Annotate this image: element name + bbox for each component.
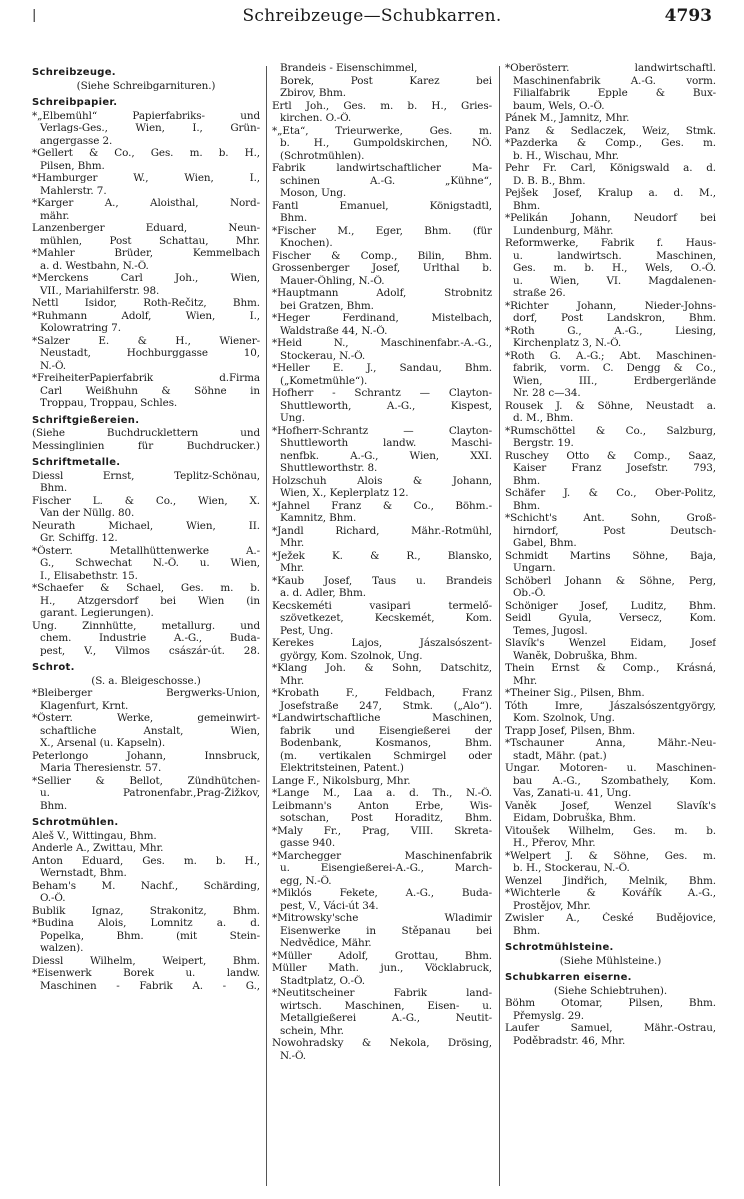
directory-entry-line: Schöberl Johann & Söhne, Perg, [505, 574, 716, 587]
directory-entry-line: Eisenwerke in Stěpanau bei [280, 924, 492, 937]
directory-entry-line: u. Eisengießerei-A.-G., March- [280, 862, 492, 874]
directory-entry-line: Mhr. [280, 562, 305, 574]
column-middle [272, 62, 492, 1190]
directory-entry-line: Brandeis - Eisenschimmel, [280, 62, 418, 74]
directory-entry-line: Nettl Isidor, Roth-Rečitz, Bhm. [32, 297, 260, 309]
directory-entry-line: *Fischer M., Eger, Bhm. (für [272, 224, 492, 237]
directory-entry-line: *Kaub Josef, Taus u. Brandeis [272, 574, 492, 587]
directory-entry-line: *Landwirtschaftliche Maschinen, [272, 712, 492, 724]
directory-entry-line: Pejšek Josef, Kralup a. d. M., [505, 187, 716, 199]
directory-entry-line: H., Atzgersdorf bei Wien (in [40, 594, 260, 607]
directory-entry-line: Reformwerke, Fabrik f. Haus- [505, 237, 716, 249]
directory-entry-line: b. H., Gumpoldskirchen, NÖ. [280, 137, 492, 149]
directory-entry-line: fabrik und Eisengießerei der [280, 724, 492, 737]
directory-entry-line: Prostějov, Mhr. [513, 899, 591, 912]
section-heading: Schreibzeuge. [32, 67, 116, 78]
directory-entry-line: Wenzel Jindřich, Melnik, Bhm. [505, 874, 716, 887]
directory-entry-line: Nowohradsky & Nekola, Drösing, [272, 1037, 492, 1049]
directory-entry-line: Messinglinien für Buchdrucker.) [32, 439, 260, 452]
directory-entry-line: *Eisenwerk Borek u. landw. [32, 967, 260, 979]
directory-entry-line: chem. Industrie A.-G., Buda- [40, 632, 260, 644]
directory-entry-line: *Lange M., Laa a. d. Th., N.-Ö. [272, 787, 492, 799]
directory-entry-line: *Schicht's Ant. Sohn, Groß- [505, 512, 716, 524]
directory-entry-line: X., Arsenal (u. Kapseln). [40, 737, 166, 749]
directory-entry-line: Wernstadt, Bhm. [40, 867, 127, 879]
directory-entry-line: Pehr Fr. Carl, Königswald a. d. [505, 162, 716, 174]
directory-entry-line: Eidam, Dobruška, Bhm. [513, 812, 636, 824]
directory-entry-line: Wien, III., Erdbergerlände [513, 374, 716, 387]
directory-entry-line: Bodenbank, Kosmanos, Bhm. [280, 737, 492, 749]
directory-entry-line: Waldstraße 44, N.-Ö. [280, 324, 388, 337]
directory-entry-line: *Budina Alois, Lomnitz a. d. [32, 917, 260, 929]
directory-entry-line: *Merckens Carl Joh., Wien, [32, 272, 260, 284]
directory-entry-line: *Jandl Richard, Mähr.-Rotmühl, [272, 524, 492, 537]
directory-entry-line: *Neutitscheiner Fabrik land- [272, 987, 492, 999]
directory-entry-line: Moson, Ung. [280, 187, 347, 199]
directory-entry-line: wirtsch. Maschinen, Eisen- u. [280, 999, 492, 1012]
directory-entry-line: györgy, Kom. Szolnok, Ung. [280, 649, 423, 662]
directory-entry-line: Tóth Imre, Jászalsószentgyörgy, [505, 699, 716, 712]
directory-entry-line: Müller Math. jun., Vöcklabruck, [272, 962, 492, 974]
directory-entry-line: Pilsen, Bhm. [40, 159, 105, 172]
directory-entry-line: Gr. Schiffg. 12. [40, 532, 118, 544]
section-heading: Schrotmühlen. [32, 817, 119, 828]
directory-entry-line: pest, V., Váci-út 34. [280, 899, 379, 912]
directory-entry-line: Mauer-Öhling, N.-Ö. [280, 274, 385, 287]
directory-entry-line: N.-Ö. [280, 1049, 306, 1062]
directory-entry-line: Slavík's Wenzel Eidam, Josef [505, 637, 716, 649]
directory-entry-line: Thein Ernst & Comp., Krásná, [505, 662, 716, 674]
directory-entry-line: Mhr. [280, 537, 305, 549]
directory-entry-line: (m. vertikalen Schmirgel oder [280, 749, 492, 762]
directory-entry-line: I., Elisabethstr. 15. [40, 569, 138, 582]
directory-entry-line: u. landwirtsch. Maschinen, [513, 249, 716, 262]
directory-entry-line: *Theiner Sig., Pilsen, Bhm. [505, 687, 645, 699]
directory-entry-line: Mhr. [280, 674, 305, 687]
directory-entry-line: Pánek M., Jamnitz, Mhr. [505, 112, 630, 124]
directory-entry-line: *Welpert J. & Söhne, Ges. m. [505, 849, 716, 862]
directory-entry-line: G., Schwechat N.-Ö. u. Wien, [40, 557, 260, 569]
directory-entry-line: Ungarn. [513, 562, 556, 574]
directory-entry-line: Stadtplatz, O.-Ö. [280, 974, 365, 987]
directory-entry-line: walzen). [40, 942, 84, 954]
directory-entry-line: Lange F., Nikolsburg, Mhr. [272, 774, 411, 787]
directory-entry-line: *Jahnel Franz & Co., Böhm.- [272, 499, 492, 512]
directory-entry-line: bau A.-G., Szombathely, Kom. [513, 774, 716, 787]
directory-entry-line: Peterlongo Johann, Innsbruck, [32, 749, 260, 762]
directory-entry-line: Panz & Sedlaczek, Weiz, Stmk. [505, 124, 716, 137]
directory-entry-line: Shuttleworth landw. Maschi- [280, 437, 492, 449]
directory-entry-line: *Bleiberger Bergwerks-Union, [32, 687, 260, 699]
directory-entry-line: stadt, Mähr. (pat.) [513, 749, 607, 762]
directory-entry-line: D. B. B., Bhm. [513, 174, 586, 187]
header-left-mark: | [32, 8, 37, 23]
directory-entry-line: Schäfer J. & Co., Ober-Politz, [505, 487, 716, 499]
directory-entry-line: pest, V., Vilmos császár-út. 28. [40, 644, 260, 657]
directory-entry-line: Seidl Gyula, Versecz, Kom. [505, 612, 716, 624]
directory-entry-line: Ruschey Otto & Comp., Saaz, [505, 449, 716, 462]
directory-entry-line: *Heid N., Maschinenfabr.-A.-G., [272, 337, 492, 349]
section-heading: Schrot. [32, 662, 75, 673]
directory-entry-line: b. H., Wischau, Mhr. [513, 149, 619, 162]
directory-entry-line: Bergstr. 19. [513, 437, 574, 449]
directory-entry-line: Bhm. [513, 499, 541, 512]
directory-entry-line: Bhm. [513, 474, 541, 487]
directory-entry-line: *Müller Adolf, Grottau, Bhm. [272, 949, 492, 962]
directory-entry-line: Poděbradstr. 46, Mhr. [513, 1034, 626, 1047]
directory-entry-line: hirndorf, Post Deutsch- [513, 524, 716, 537]
directory-entry-line: *Heger Ferdinand, Mistelbach, [272, 312, 492, 324]
directory-entry-line: Carl Weißhuhn & Söhne in [40, 384, 260, 397]
directory-entry-line: Bhm. [513, 924, 541, 937]
directory-entry-line: O.-Ö. [40, 892, 66, 904]
directory-entry-line: *Miklós Fekete, A.-G., Buda- [272, 887, 492, 899]
directory-entry-line: egg, N.-Ö. [280, 874, 332, 887]
cross-reference: (S. a. Bleigeschosse.) [91, 674, 201, 687]
directory-entry-line: Mhr. [513, 674, 538, 687]
directory-entry-line: Böhm Otomar, Pilsen, Bhm. [505, 997, 716, 1009]
section-heading: Schubkarren eiserne. [505, 972, 632, 983]
cross-reference: (Siehe Schreibgarnituren.) [76, 79, 216, 92]
column-divider-right [499, 66, 500, 1186]
directory-entry-line: Diessl Ernst, Teplitz-Schönau, [32, 469, 260, 482]
directory-entry-line: schein, Mhr. [280, 1024, 344, 1037]
directory-entry-line: Kamnitz, Bhm. [280, 512, 357, 524]
directory-entry-line: Popelka, Bhm. (mit Stein- [40, 929, 260, 942]
section-heading: Schreibpapier. [32, 97, 118, 108]
page-number: 4793 [664, 6, 712, 26]
directory-entry-line: Kom. Szolnok, Ung. [513, 712, 615, 724]
directory-entry-line: Pest, Ung. [280, 624, 334, 637]
directory-entry-line: (Schrotmühlen). [280, 149, 365, 162]
directory-entry-line: u. Patronenfabr.,Prag-Žižkov, [40, 787, 260, 799]
directory-entry-line: *Wichterle & Kovářík A.-G., [505, 887, 716, 899]
directory-entry-line: *Österr. Metallhüttenwerke A.- [32, 544, 260, 557]
directory-entry-line: Ungar. Motoren- u. Maschinen- [505, 762, 716, 774]
directory-columns [32, 62, 716, 1190]
directory-entry-line: Ung. Zinnhütte, metallurg. und [32, 619, 260, 632]
directory-entry-line: Lundenburg, Mähr. [513, 224, 614, 237]
directory-entry-line: *Hamburger W., Wien, I., [32, 172, 260, 184]
directory-entry-line: Kerekes Lajos, Jászalsószent- [272, 637, 492, 649]
directory-entry-line: *Richter Johann, Nieder-Johns- [505, 299, 716, 312]
directory-entry-line: H., Přerov, Mhr. [513, 837, 596, 849]
cross-reference: (Siehe Mühlsteine.) [559, 954, 662, 967]
directory-entry-line: Gabel, Bhm. [513, 537, 577, 549]
cross-reference: (Siehe Schiebtruhen). [553, 984, 668, 997]
directory-entry-line: mühlen, Post Schattau, Mhr. [40, 234, 260, 247]
directory-entry-line: Filialfabrik Epple & Bux- [513, 87, 716, 99]
directory-entry-line: VII., Mariahilferstr. 98. [40, 284, 160, 297]
directory-entry-line: bei Gratzen, Bhm. [280, 299, 374, 312]
directory-entry-line: (Siehe Buchdrucklettern und [32, 427, 260, 439]
directory-entry-line: Shuttleworthstr. 8. [280, 462, 378, 474]
directory-entry-line: Zbirov, Bhm. [280, 87, 346, 99]
directory-entry-line: *Roth G. A.-G.; Abt. Maschinen- [505, 349, 716, 362]
directory-entry-line: u. Wien, VI. Magdalenen- [513, 274, 716, 287]
directory-entry-line: Vitoušek Wilhelm, Ges. m. b. [505, 824, 716, 837]
directory-entry-line: Hofherr - Schrantz — Clayton- [272, 387, 492, 399]
directory-entry-line: Fantl Emanuel, Königstadtl, [272, 199, 492, 212]
directory-entry-line: Fischer & Comp., Bilin, Bhm. [272, 249, 492, 262]
directory-entry-line: *Sellier & Bellot, Zündhütchen- [32, 774, 260, 787]
directory-entry-line: mähr. [40, 209, 70, 222]
directory-entry-line: *Heller E. J., Sandau, Bhm. [272, 362, 492, 374]
column-left [32, 62, 260, 1190]
directory-entry-line: N.-Ö. [40, 359, 66, 372]
directory-entry-line: Maria Theresienstr. 57. [40, 762, 162, 774]
directory-entry-line: straße 26. [513, 287, 566, 299]
directory-entry-line: *Krobath F., Feldbach, Franz [272, 687, 492, 699]
directory-entry-line: Troppau, Troppau, Schles. [40, 397, 178, 409]
directory-entry-line: Fabrik landwirtschaftlicher Ma- [272, 162, 492, 174]
directory-entry-line: Rousek J. & Söhne, Neustadt a. [505, 399, 716, 412]
directory-entry-line: Klagenfurt, Krnt. [40, 699, 129, 712]
directory-entry-line: Mahlerstr. 7. [40, 184, 107, 197]
directory-entry-line: Neurath Michael, Wien, II. [32, 519, 260, 532]
directory-entry-line: Holzschuh Alois & Johann, [272, 474, 492, 487]
directory-entry-line: *Karger A., Aloisthal, Nord- [32, 197, 260, 209]
directory-entry-line: szövetkezet, Kecskemét, Kom. [280, 612, 492, 624]
directory-entry-line: *Rumschöttel & Co., Salzburg, [505, 424, 716, 437]
directory-entry-line: Verlags-Ges., Wien, I., Grün- [40, 122, 260, 134]
directory-entry-line: fabrik, vorm. C. Dengg & Co., [513, 362, 716, 374]
directory-entry-line: Bublik Ignaz, Strakonitz, Bhm. [32, 904, 260, 917]
directory-entry-line: Schmidt Martins Söhne, Baja, [505, 549, 716, 562]
directory-entry-line: Schöniger Josef, Luditz, Bhm. [505, 599, 716, 612]
directory-entry-line: Elektritsteinen, Patent.) [280, 762, 404, 774]
directory-entry-line: d. M., Bhm. [513, 412, 574, 424]
directory-entry-line: Ertl Joh., Ges. m. b. H., Gries- [272, 99, 492, 112]
directory-entry-line: *Ježek K. & R., Blansko, [272, 549, 492, 562]
directory-entry-line: gasse 940. [280, 837, 336, 849]
page-header [32, 6, 712, 36]
directory-entry-line: Diessl Wilhelm, Weipert, Bhm. [32, 954, 260, 967]
directory-entry-line: *Gellert & Co., Ges. m. b. H., [32, 147, 260, 159]
directory-entry-line: Kecskeméti vasipari termelő- [272, 599, 492, 612]
directory-entry-line: Ob.-Ö. [513, 587, 546, 599]
directory-entry-line: a. d. Westbahn, N.-Ö. [40, 259, 149, 272]
directory-entry-line: Kirchenplatz 3, N.-Ö. [513, 337, 622, 349]
directory-entry-line: Maschinen - Fabrik A. - G., [40, 979, 260, 992]
directory-entry-line: Stockerau, N.-Ö. [280, 349, 366, 362]
directory-entry-line: Van der Nüllg. 80. [40, 507, 135, 519]
directory-entry-line: sotschan, Post Horaditz, Bhm. [280, 812, 492, 824]
directory-entry-line: Wien, X., Keplerplatz 12. [280, 487, 409, 499]
directory-entry-line: *Österr. Werke, gemeinwirt- [32, 712, 260, 724]
directory-entry-line: Kaiser Franz Josefstr. 793, [513, 462, 716, 474]
directory-entry-line: Lanzenberger Eduard, Neun- [32, 222, 260, 234]
directory-entry-line: Wanĕk, Dobruška, Bhm. [513, 649, 638, 662]
directory-entry-line: Knochen). [280, 237, 333, 249]
directory-entry-line: *„Elbemühl“ Papierfabriks- und [32, 109, 260, 122]
directory-entry-line: Bhm. [40, 482, 68, 494]
directory-entry-line: *Salzer E. & H., Wiener- [32, 334, 260, 347]
directory-entry-line: Laufer Samuel, Mähr.-Ostrau, [505, 1022, 716, 1034]
directory-entry-line: Vaněk Josef, Wenzel Slavík's [505, 799, 716, 812]
directory-entry-line: Neustadt, Hochburggasse 10, [40, 347, 260, 359]
directory-entry-line: Josefstraße 247, Stmk. („Alo“). [280, 699, 492, 712]
directory-entry-line: *Marchegger Maschinenfabrik [272, 849, 492, 862]
directory-entry-line: Trapp Josef, Pilsen, Bhm. [505, 724, 636, 737]
column-right [505, 62, 716, 1190]
directory-entry-line: *Maly Fr., Prag, VIII. Skreta- [272, 824, 492, 837]
directory-entry-line: *Schaefer & Schael, Ges. m. b. [32, 582, 260, 594]
directory-entry-line: Leibmann's Anton Erbe, Wis- [272, 799, 492, 812]
directory-entry-line: Borek, Post Karez bei [280, 74, 492, 87]
directory-entry-line: *Pelikán Johann, Neudorf bei [505, 212, 716, 224]
directory-entry-line: Beham's M. Nachf., Schärding, [32, 879, 260, 892]
directory-entry-line: b. H., Stockerau, N.-Ö. [513, 862, 630, 874]
directory-entry-line: Nedvědice, Mähr. [280, 937, 372, 949]
directory-entry-line: Bhm. [40, 799, 68, 812]
section-heading: Schriftgießereien. [32, 414, 140, 426]
directory-entry-line: schinen A.-G. „Kühne“, [280, 174, 492, 187]
page-title: Schreibzeuge—Schubkarren. [242, 6, 502, 26]
directory-entry-line: angergasse 2. [40, 134, 113, 147]
directory-entry-line: Zwisler A., České Budějovice, [505, 912, 716, 924]
directory-entry-line: Přemyslg. 29. [513, 1009, 584, 1022]
directory-entry-line: nenfbk. A.-G., Wien, XXI. [280, 449, 492, 462]
directory-entry-line: Grossenberger Josef, Urlthal b. [272, 262, 492, 274]
directory-entry-line: *„Eta“, Trieurwerke, Ges. m. [272, 124, 492, 137]
directory-entry-line: *Hofherr-Schrantz — Clayton- [272, 424, 492, 437]
directory-entry-line: Shuttleworth, A.-G., Kispest, [280, 399, 492, 412]
directory-entry-line: *Tschauner Anna, Mähr.-Neu- [505, 737, 716, 749]
directory-entry-line: *Pazderka & Comp., Ges. m. [505, 137, 716, 149]
directory-entry-line: Anton Eduard, Ges. m. b. H., [32, 854, 260, 867]
directory-entry-line: Bhm. [513, 199, 541, 212]
directory-entry-line: baum, Wels, O.-Ö. [513, 99, 605, 112]
section-heading: Schriftmetalle. [32, 457, 121, 468]
directory-entry-line: *Ruhmann Adolf, Wien, I., [32, 309, 260, 322]
section-heading: Schrotmühlsteine. [505, 942, 614, 953]
directory-entry-line: Nr. 28 c—34. [513, 387, 581, 399]
directory-entry-line: Vas, Zanati-u. 41, Ung. [513, 787, 632, 799]
directory-entry-line: Maschinenfabrik A.-G. vorm. [513, 74, 716, 87]
directory-entry-line: Kolowratring 7. [40, 322, 121, 334]
directory-entry-line: *Hauptmann Adolf, Strobnitz [272, 287, 492, 299]
directory-entry-line: *Mitrowsky'sche Wladimir [272, 912, 492, 924]
directory-entry-line: kirchen. O.-Ö. [280, 112, 352, 124]
directory-entry-line: Temes, Jugosl. [513, 624, 588, 637]
directory-entry-line: Ges. m. b. H., Wels, O.-Ö. [513, 262, 716, 274]
directory-entry-line: *Klang Joh. & Sohn, Datschitz, [272, 662, 492, 674]
directory-entry-line: Bhm. [280, 212, 308, 224]
directory-entry-line: garant. Legierungen). [40, 607, 154, 619]
directory-entry-line: *Roth G., A.-G., Liesing, [505, 324, 716, 337]
directory-entry-line: *Mahler Brüder, Kemmelbach [32, 247, 260, 259]
directory-entry-line: Fischer L. & Co., Wien, X. [32, 494, 260, 507]
directory-entry-line: Metallgießerei A.-G., Neutit- [280, 1012, 492, 1024]
directory-entry-line: a. d. Adler, Bhm. [280, 587, 366, 599]
directory-entry-line: dorf, Post Landskron, Bhm. [513, 312, 716, 324]
directory-entry-line: Aleš V., Wittingau, Bhm. [32, 829, 157, 842]
column-divider-left [266, 66, 267, 1186]
directory-entry-line: („Kometmühle“). [280, 374, 368, 387]
directory-entry-line: *FreiheiterPapierfabrik d.Firma [32, 372, 260, 384]
directory-entry-line: schaftliche Anstalt, Wien, [40, 724, 260, 737]
directory-entry-line: Anderle A., Zwittau, Mhr. [32, 842, 164, 854]
directory-entry-line: *Oberösterr. landwirtschaftl. [505, 62, 716, 74]
directory-entry-line: Ung. [280, 412, 306, 424]
